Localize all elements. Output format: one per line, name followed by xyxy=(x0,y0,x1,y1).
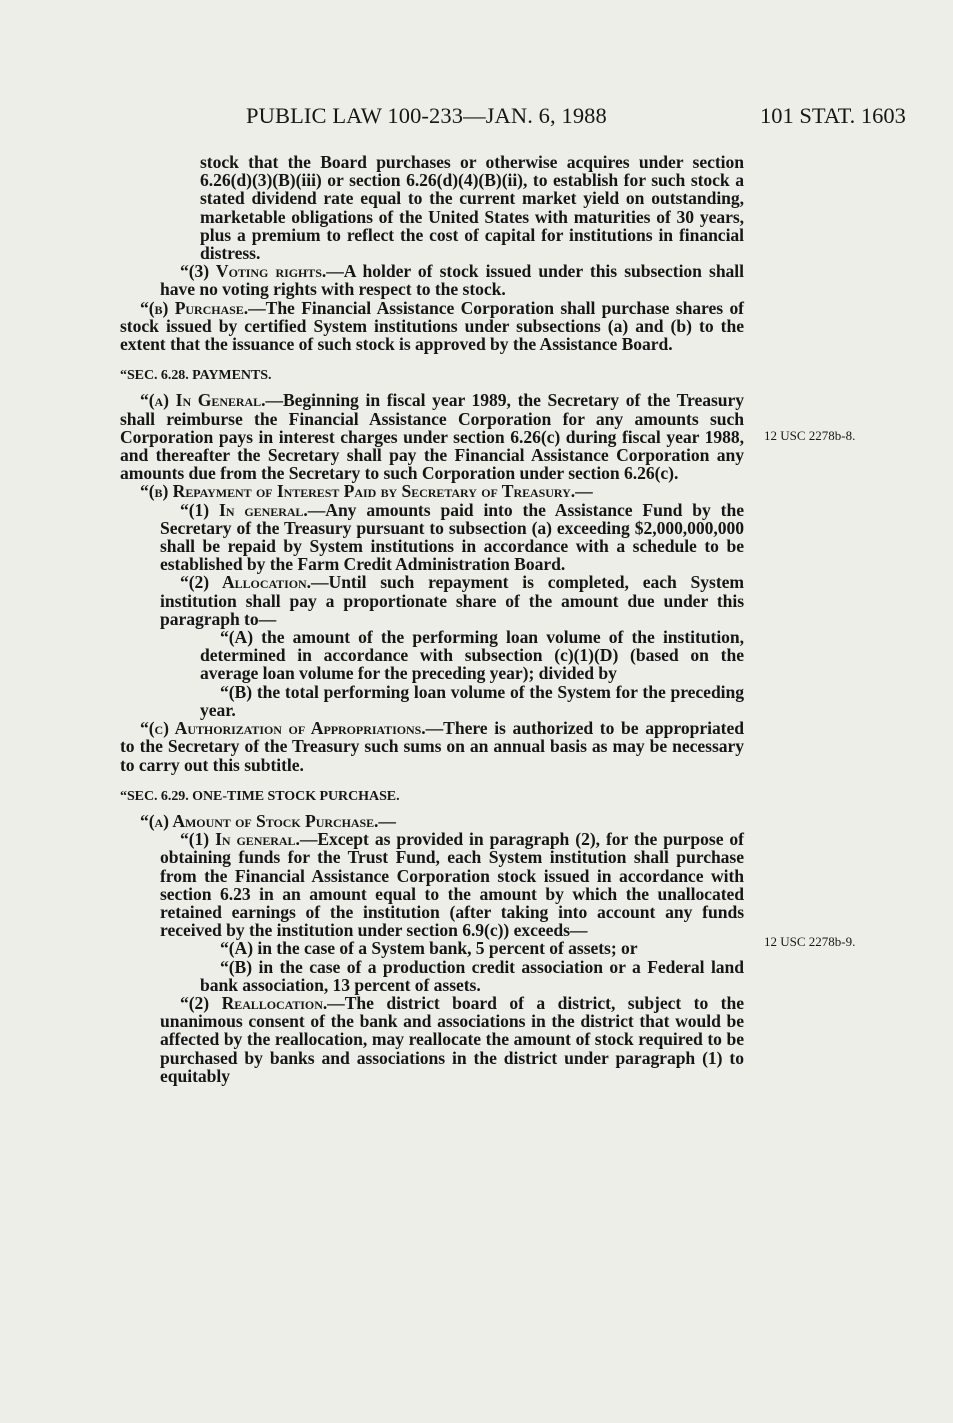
paragraph-allocation-b: “(B) the total performing loan volume of the System for the preceding year. xyxy=(200,681,744,720)
paragraph-purchase xyxy=(120,299,744,354)
section-heading-6-28: “SEC. 6.28. PAYMENTS. xyxy=(120,368,272,384)
paragraph-repayment xyxy=(120,482,744,500)
text-reallocation: —The district board of a district, subject to the unanimous consent of the bank and associations in the district that would be affected by the reallocation, may reallocate the amount of stock required to be purchased by banks and associations in the district under paragraph (1) to equitably xyxy=(160,992,744,1086)
section-heading-6-29: “SEC. 6.29. ONE-TIME STOCK PURCHASE. xyxy=(120,788,400,804)
text-purchase: —The Financial Assistance Corporation shall purchase shares of stock issued by certified System institutions under subsections (a) and (b) to the extent that the issuance of such stock is approved by the Assistance Board. xyxy=(120,297,744,355)
heading-in-general-1: “(1) In general. xyxy=(180,499,308,520)
text-allocation: —Until such repayment is completed, each System institution shall pay a proportionate share of the amount due under this paragraph to— xyxy=(160,572,744,629)
paragraph-in-general-1 xyxy=(120,501,744,574)
heading-purchase: “(b) Purchase. xyxy=(140,297,249,318)
running-head: PUBLIC LAW 100-233—JAN. 6, 1988 xyxy=(246,103,607,128)
heading-voting-rights: “(3) Voting rights. xyxy=(180,261,327,282)
page-header xyxy=(0,103,953,133)
text-in-general-a: —Beginning in fiscal year 1989, the Secretary of the Treasury shall reimburse the Financial Assistance Corporation for any amounts such Corporation pays in interest charges under section 6.26(c) during fiscal year 1988, and thereafter the Secretary shall pay the Financial Assistance Corporation any amounts due from the Secretary to such Corporation under section 6.26(c). xyxy=(120,390,744,484)
paragraph-allocation-a: “(A) the amount of the performing loan volume of the institution, determined in accordance with subsection (c)(1)(D) (based on the average loan volume for the preceding year); divided by xyxy=(200,627,744,684)
heading-amount-of-stock-purchase: “(a) Amount of Stock Purchase. xyxy=(140,810,379,831)
paragraph-authorization xyxy=(120,719,744,774)
heading-in-general-stock: “(1) In general. xyxy=(180,829,300,850)
text-authorization: —There is authorized to be appropriated to the Secretary of the Treasury such sums on an annual basis as may be necessary to carry out this subtitle. xyxy=(120,718,744,775)
margin-note-sec-6-28: 12 USC 2278b-8. xyxy=(764,428,856,443)
text-repayment: — xyxy=(575,481,593,502)
paragraph-system-bank: “(A) in the case of a System bank, 5 percent of assets; or xyxy=(220,938,638,959)
paragraph-amount-of-stock-purchase xyxy=(120,812,744,830)
margin-note-sec-6-29: 12 USC 2278b-9. xyxy=(764,934,856,949)
heading-in-general-a: “(a) In General. xyxy=(140,390,266,411)
paragraph-dividend-rate: stock that the Board purchases or otherwise acquires under section 6.26(d)(3)(B)(iii) or section 6.26(d)(4)(B)(ii), to establish for such stock a stated dividend rate equal to the current market yield on outstanding, marketable obligations of the United States with maturities of 30 years, plus a premium to reflect the cost of capital for institutions in financial distress. xyxy=(200,152,744,264)
heading-authorization: “(c) Authorization of Appropriations. xyxy=(140,718,426,739)
heading-repayment: “(b) Repayment of Interest Paid by Secretary of Treasury. xyxy=(140,481,576,502)
text-amount-of-stock-purchase: — xyxy=(378,810,396,831)
heading-reallocation: “(2) Reallocation. xyxy=(180,992,328,1013)
paragraph-production-credit: “(B) in the case of a production credit association or a Federal land bank association, 13 percent of assets. xyxy=(200,956,744,995)
heading-allocation: “(2) Allocation. xyxy=(180,572,311,593)
paragraph-voting-rights xyxy=(120,262,744,298)
body-text xyxy=(120,153,744,1085)
paragraph-in-general-a xyxy=(120,391,744,482)
paragraph-reallocation xyxy=(120,994,744,1085)
paragraph-allocation xyxy=(120,573,744,628)
text-in-general-stock: —Except as provided in paragraph (2), for the purpose of obtaining funds for the Trust Fund, each System institution shall purchase from the Financial Assistance Corporation stock issued in accordance with section 6.23 in an amount equal to the amount by which the unallocated retained earnings of the institution (after taking into account any funds received by the institution under section 6.9(c)) exceeds— xyxy=(160,829,744,941)
text-in-general-1: —Any amounts paid into the Assistance Fund by the Secretary of the Treasury pursuant to subsection (a) exceeding $2,000,000,000 shall be repaid by System institutions in accordance with a schedule to be established by the Farm Credit Administration Board. xyxy=(160,499,744,575)
statute-page-number: 101 STAT. 1603 xyxy=(760,103,906,128)
text-voting-rights: —A holder of stock issued under this subsection shall have no voting rights with respect to the stock. xyxy=(160,261,744,300)
paragraph-in-general-stock xyxy=(120,830,744,939)
